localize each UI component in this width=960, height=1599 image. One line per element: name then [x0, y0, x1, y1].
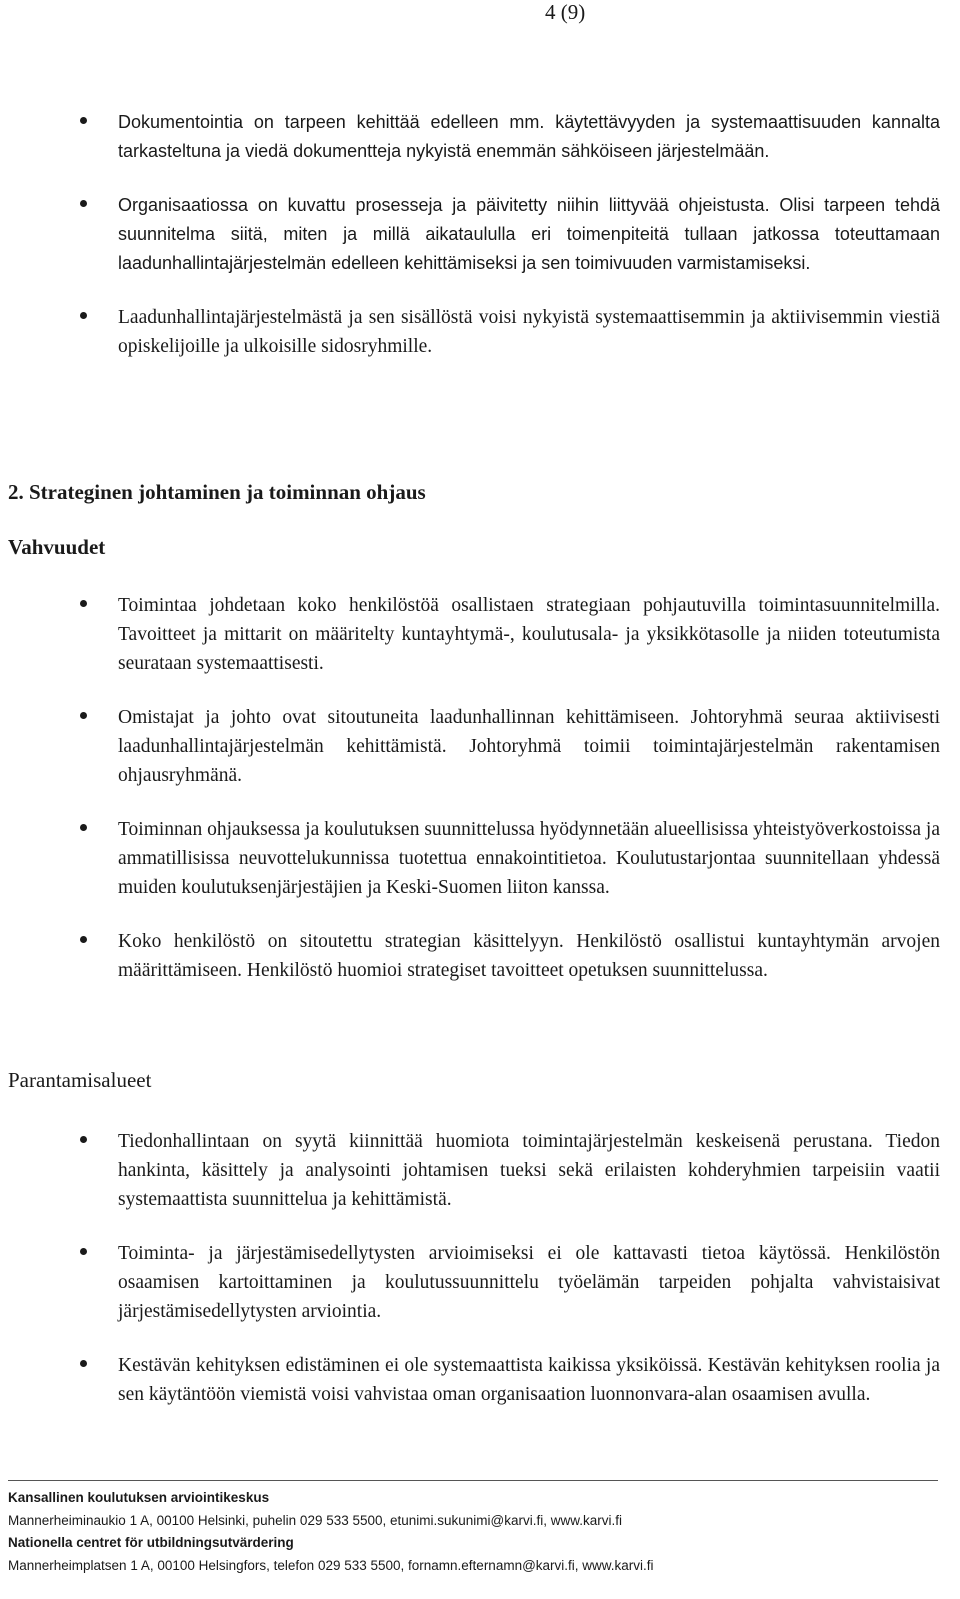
improvements-heading: Parantamisalueet	[8, 1068, 152, 1092]
footer-org-sv: Nationella centret för utbildningsutvärdering	[8, 1535, 294, 1550]
top-bullet-list	[0, 108, 960, 386]
list-item	[0, 1239, 940, 1326]
list-item-text: Laadunhallintajärjestelmästä ja sen sisällöstä voisi nykyistä systemaattisemmin ja aktiivisemmin viestiä opiskelijoille ja ulkoisille sidosryhmille.	[118, 307, 940, 357]
bullet-icon	[80, 824, 87, 831]
bullet-icon	[80, 936, 87, 943]
list-item-text: Tiedonhallintaan on syytä kiinnittää huomiota toimintajärjestelmän keskeisenä perustana. Tiedon hankinta, käsittely ja analysointi johtamisen tueksi sekä erilaisten kohderyhmien tarpeisiin vaatii systemaattista suunnittelua ja kehittämistä.	[118, 1131, 940, 1210]
list-item	[0, 591, 940, 678]
list-item	[0, 1351, 940, 1409]
page-number: 4 (9)	[545, 0, 586, 24]
list-item-text: Koko henkilöstö on sitoutettu strategian käsittelyyn. Henkilöstö osallistui kuntayhtymän arvojen määrittämiseen. Henkilöstö huomioi strategiset tavoitteet opetuksen suunnittelussa.	[118, 931, 940, 981]
list-item-text: Toiminnan ohjauksessa ja koulutuksen suunnittelussa hyödynnetään alueellisissa yhteistyöverkostoissa ja ammatillisissa neuvottelukunnissa tuotettua ennakointitietoa. Koulutustarjontaa suunnitellaan yhdessä muiden koulutuksenjärjestäjien ja Keski-Suomen liiton kanssa.	[118, 819, 940, 898]
bullet-icon	[80, 200, 87, 207]
bullet-icon	[80, 712, 87, 719]
section-title: 2. Strateginen johtaminen ja toiminnan ohjaus	[8, 480, 426, 504]
list-item-text: Kestävän kehityksen edistäminen ei ole systemaattista kaikissa yksiköissä. Kestävän kehityksen roolia ja sen käytäntöön viemistä voisi vahvistaa oman organisaation luonnonvara-alan osaamisen avulla.	[118, 1355, 940, 1405]
list-item	[0, 303, 940, 361]
list-item-text: Toiminta- ja järjestämisedellytysten arvioimiseksi ei ole kattavasti tietoa käytössä. Henkilöstön osaamisen kartoittaminen ja koulutussuunnittelu työelämän tarpeiden pohjalta vahvistaisivat järjestämisedellytysten arviointia.	[118, 1243, 940, 1322]
footer-address-sv: Mannerheimplatsen 1 A, 00100 Helsingfors, telefon 029 533 5500, fornamn.efternamn@karvi.fi, www.karvi.fi	[8, 1558, 654, 1573]
bullet-icon	[80, 117, 87, 124]
list-item-text: Dokumentointia on tarpeen kehittää edelleen mm. käytettävyyden ja systemaattisuuden kannalta tarkasteltuna ja viedä dokumentteja nykyistä enemmän sähköiseen järjestelmään.	[118, 112, 940, 161]
list-item	[0, 1127, 940, 1214]
list-item-text: Toimintaa johdetaan koko henkilöstöä osallistaen strategiaan pohjautuvilla toimintasuunnitelmilla. Tavoitteet ja mittarit on määritelty kuntayhtymä-, koulutusala- ja yksikkötasolle ja niiden toteutumista seurataan systemaattisesti.	[118, 595, 940, 674]
list-item	[0, 927, 940, 985]
list-item	[0, 108, 940, 166]
bullet-icon	[80, 1136, 87, 1143]
footer-address-fi: Mannerheiminaukio 1 A, 00100 Helsinki, puhelin 029 533 5500, etunimi.sukunimi@karvi.fi, www.karvi.fi	[8, 1513, 623, 1528]
list-item	[0, 703, 940, 790]
footer-divider	[8, 1480, 938, 1481]
bullet-icon	[80, 1248, 87, 1255]
footer-org-fi: Kansallinen koulutuksen arviointikeskus	[8, 1490, 270, 1505]
list-item-text: Omistajat ja johto ovat sitoutuneita laadunhallinnan kehittämiseen. Johtoryhmä seuraa aktiivisesti laadunhallintajärjestelmän kehittämistä. Johtoryhmä toimii toimintajärjestelmän rakentamisen ohjausryhmänä.	[118, 707, 940, 786]
list-item	[0, 815, 940, 902]
strengths-list	[0, 591, 960, 1010]
bullet-icon	[80, 312, 87, 319]
list-item-text: Organisaatiossa on kuvattu prosesseja ja päivitetty niihin liittyvää ohjeistusta. Olisi tarpeen tehdä suunnitelma siitä, miten ja millä aikataululla eri toimenpiteitä tullaan jatkossa toteuttamaan laadunhallintajärjestelmän edelleen kehittämiseksi ja sen toimivuuden varmistamiseksi.	[118, 195, 940, 273]
list-item	[0, 191, 940, 278]
strengths-heading: Vahvuudet	[8, 535, 106, 559]
bullet-icon	[80, 600, 87, 607]
bullet-icon	[80, 1360, 87, 1367]
improvements-list	[0, 1127, 960, 1434]
